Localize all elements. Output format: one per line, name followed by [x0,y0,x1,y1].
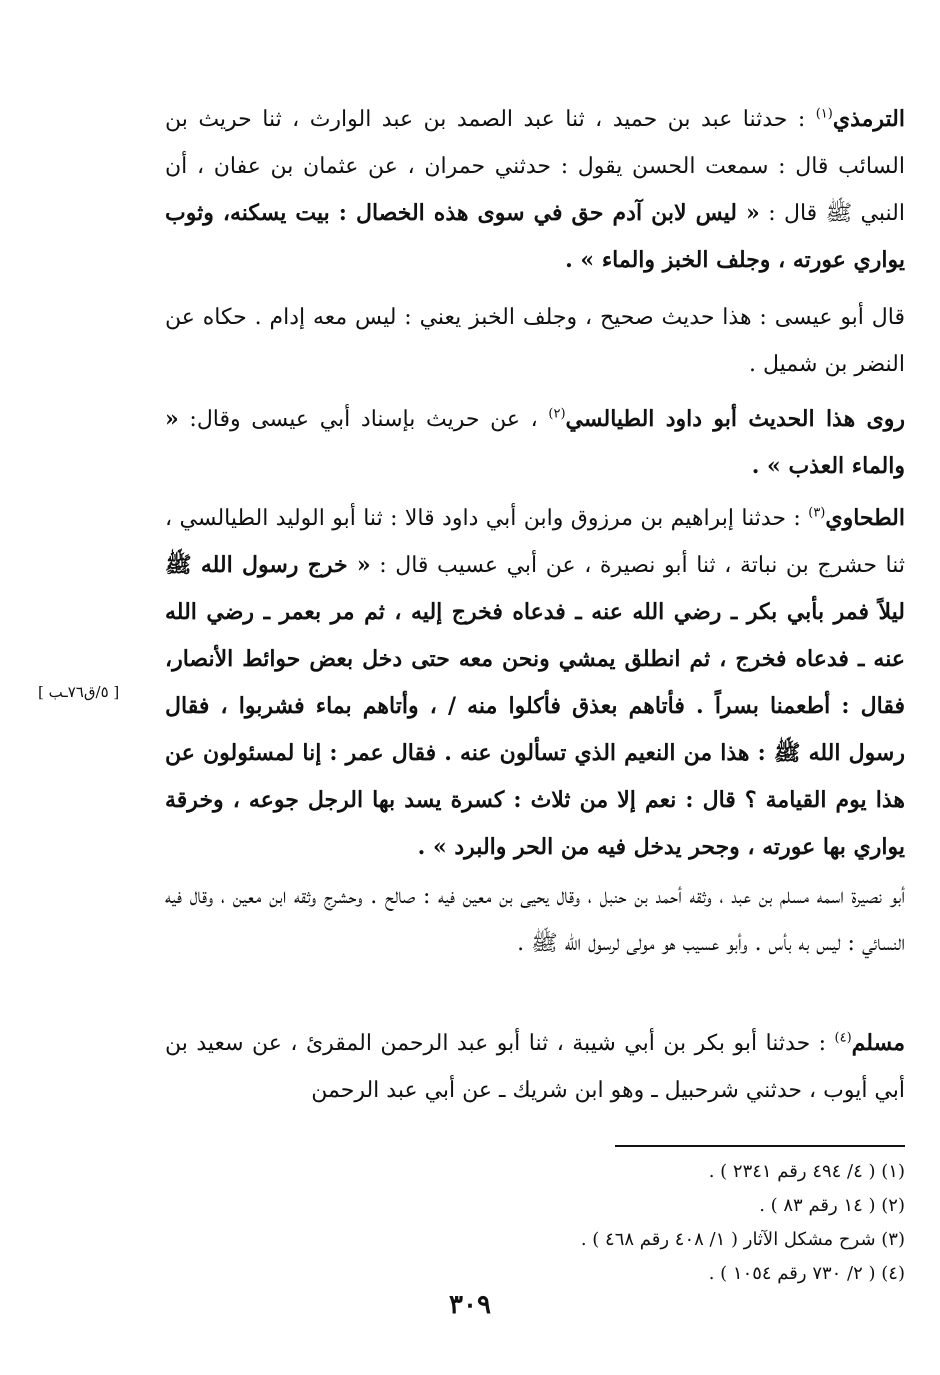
isnad-text: ، عن حريث بإسناد أبي عيسى وقال: [178,407,549,432]
source-name: مسلم [851,1030,905,1056]
footnote-ref: (٢) [548,406,566,422]
source-name: الطحاوي [825,505,905,531]
footnote-ref: (٣) [808,505,826,521]
commentary-text: قال أبو عيسى : هذا حديث صحيح ، وجلف الخبز يعني : ليس معه إدام . حكاه عن النضر بن شميل . [165,305,905,377]
isnad-text: : حدثنا أبو بكر بن أبي شيبة ، ثنا أبو عبد الرحمن المقرئ ، عن سعيد بن أبي أيوب ، حدثني شرحبيل ـ وهو ابن شريك ـ عن أبي عبد الرحمن [165,1031,905,1103]
isnad-text: : حدثنا إبراهيم بن مرزوق وابن أبي داود قالا : ثنا أبو الوليد الطيالسي ، ثنا حشرج بن نباتة ، ثنا أبو نصيرة ، عن أبي عسيب قال : [165,506,906,578]
footnote-item: (٤) ( ٢/ ٧٣٠ رقم ١٠٥٤ ) . [708,1263,905,1284]
footnote-ref: (١) [815,106,833,122]
hadith-text: « والماء العذب » . [165,406,905,479]
manuscript-margin-note: [ ٥/ق٧٦ـب ] [38,683,120,701]
source-name: الترمذي [832,106,905,132]
paragraph-tirmidhi [165,96,905,284]
footnote-ref: (٤) [834,1030,852,1046]
source-name: روى هذا الحديث أبو داود الطيالسي [565,406,905,432]
commentary-text: أبو نصيرة اسمه مسلم بن عبد ، وثقه أحمد بن حنبل ، وقال يحيى بن معين فيه : صالح . وحشرج وثقه ابن معين ، وقال فيه النسائي : ليس به بأس . وأبو عسيب هو مولى لرسول الله ﷺ . [165,884,905,956]
footnote-item: (١) ( ٤/ ٤٩٤ رقم ٢٣٤١ ) . [708,1161,905,1182]
paragraph-narrators [165,873,905,967]
page-number: ٣٠٩ [449,1290,491,1320]
hadith-text: « ليس لابن آدم حق في سوى هذه الخصال : بيت يسكنه، وثوب يواري عورته ، وجلف الخبز والماء » . [165,200,905,273]
footnote-item: (٢) ( ١٤ رقم ٨٣ ) . [759,1195,905,1216]
paragraph-muslim [165,1020,905,1114]
paragraph-abu-isa [165,294,905,388]
paragraph-tahawi [165,495,905,871]
footnotes [400,1155,905,1291]
footnote-divider [615,1145,905,1147]
isnad-text: : حدثنا عبد بن حميد ، ثنا عبد الصمد بن عبد الوارث ، ثنا حريث بن السائب قال : سمعت الحسن يقول : حدثني حمران ، عن عثمان بن عفان ، أن النبي ﷺ قال : [165,107,905,226]
hadith-text: « خرج رسول الله ﷺ ليلاً فمر بأبي بكر ـ رضي الله عنه ـ فدعاه فخرج إليه ، ثم مر بعمر ـ رضي الله عنه ـ فدعاه فخرج ، ثم انطلق يمشي ونحن معه حتى دخل بعض حوائط الأنصار، فقال : أطعمنا بسراً . فأتاهم بعذق فأكلوا منه / ، وأتاهم بماء فشربوا ، فقال رسول الله ﷺ : هذا من النعيم الذي تسألون عنه . فقال عمر : إنا لمسئولون عن هذا يوم القيامة ؟ قال : نعم إلا من ثلاث : كسرة يسد بها الرجل جوعه ، وخرقة يواري بها عورته ، وجحر يدخل فيه من الحر والبرد » . [165,552,905,860]
paragraph-tayalisi [165,396,905,490]
footnote-item: (٣) شرح مشكل الآثار ( ١/ ٤٠٨ رقم ٤٦٨ ) . [580,1229,905,1250]
